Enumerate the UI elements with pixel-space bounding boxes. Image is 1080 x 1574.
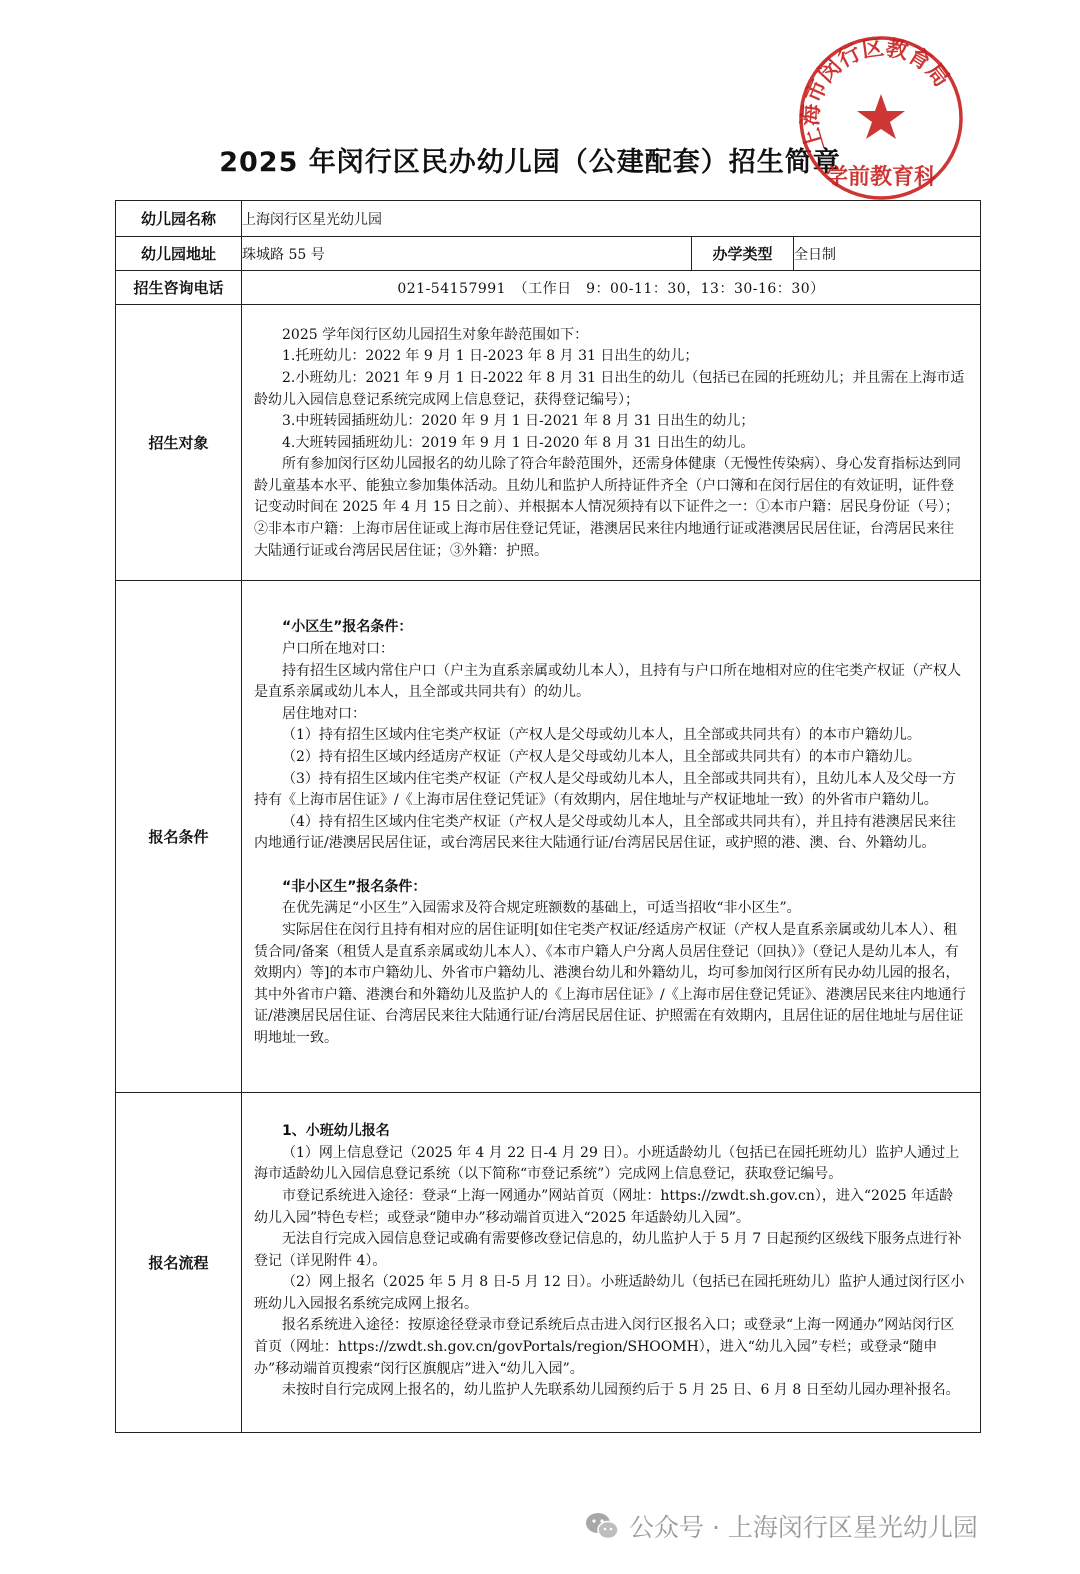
row-name [116,201,981,237]
row-conditions [116,581,981,1093]
svg-text:上海市闵行区教育局 [797,35,953,153]
flow-line: （1）网上信息登记（2025 年 4 月 22 日-4 月 29 日）。小班适龄幼儿（包括已在园托班幼儿）监护人通过上海市适龄幼儿入园信息登记系统（以下简称“市登记系统”）完成网上信息登记，获取登记编号。 [254,1144,960,1183]
wechat-icon [585,1511,619,1541]
target-label: 招生对象 [116,305,242,581]
row-address [116,237,981,271]
row-phone [116,271,981,305]
wechat-footer[interactable] [585,1508,1055,1544]
target-content [242,305,981,581]
condition-line: 在优先满足“小区生”入园需求及符合规定班额数的基础上，可适当招收“非小区生”。 [282,900,801,917]
seal-icon [795,32,967,204]
flow-content [242,1093,981,1433]
conditions-content [242,581,981,1093]
type-value: 全日制 [794,237,981,271]
target-line: 4.大班转园插班幼儿：2019 年 9 月 1 日-2020 年 8 月 31 日出生的幼儿。 [282,434,755,451]
seal-star-icon [857,94,905,139]
official-seal [795,32,967,204]
condition-line: 持有招生区域内常住户口（户主为直系亲属或幼儿本人），且持有与户口所在地相对应的住宅类产权证（产权人是直系亲属或幼儿本人，且全部或共同共有）的幼儿。 [254,662,961,701]
target-line: 所有参加闵行区幼儿园报名的幼儿除了符合年龄范围外，还需身体健康（无慢性传染病）、身心发育指标达到同龄儿童基本水平、能独立参加集体活动。且幼儿和监护人所持证件齐全（户口簿和在闵行居住的有效证明，证件登记变动时间在 2025 年 4 月 15 日之前）、并根据本人情况须持有以下证件之一：①本市户籍：居民身份证（号）；②非本市户籍：上海市居住证或上海市居住登记凭证，港澳居民来往内地通行证或港澳居民居住证，台湾居民来往大陆通行证或台湾居民居住证；③外籍：护照。 [254,456,961,559]
footer-text: 公众号 · 上海闵行区星光幼儿园 [629,1513,978,1542]
flow-title: 1、小班幼儿报名 [282,1123,390,1140]
condition-line: 户口所在地对口： [282,640,394,657]
condition-line: 居住地对口： [282,705,366,722]
phone-value: 021-54157991 （工作日 9：00-11：30，13：30-16：30） [242,271,981,305]
local-title: “小区生”报名条件： [282,619,413,636]
seal-org-text: 上海市闵行区教育局 [798,35,954,154]
row-flow [116,1093,981,1433]
address-label: 幼儿园地址 [116,237,242,271]
conditions-label: 报名条件 [116,581,242,1093]
target-line: 1.托班幼儿：2022 年 9 月 1 日-2023 年 8 月 31 日出生的幼儿； [282,348,699,365]
address-value: 珠城路 55 号 [242,237,692,271]
condition-line: （3）持有招生区域内住宅类产权证（产权人是父母或幼儿本人，且全部或共同共有），且幼儿本人及父母一方持有《上海市居住证》/《上海市居住登记凭证》（有效期内，居住地址与产权证地址一致）的外省市户籍幼儿。 [254,770,956,809]
condition-line: （4）持有招生区域内住宅类产权证（产权人是父母或幼儿本人，且全部或共同共有），并且持有港澳居民来往内地通行证/港澳居民居住证，或台湾居民来往大陆通行证/台湾居民居住证，或护照的港、澳、台、外籍幼儿。 [254,813,956,852]
condition-line: （2）持有招生区域内经适房产权证（产权人是父母或幼儿本人，且全部或共同共有）的本市户籍幼儿。 [282,748,921,765]
flow-line: 市登记系统进入途径：登录“上海一网通办”网站首页（网址：https://zwdt.sh.gov.cn），进入“2025 年适龄幼儿入园”特色专栏；或登录“随申办”移动端首页进入“2025 年适龄幼儿入园”。 [254,1187,954,1226]
row-target [116,305,981,581]
flow-line: 报名系统进入途径：按原途径登录市登记系统后点击进入闵行区报名入口；或登录“上海一网通办”网站闵行区首页（网址：https://zwdt.sh.gov.cn/govPortals/region/SHOOMH），进入“幼儿入园”专栏；或登录“随申办”移动端首页搜索“闵行区旗舰店”进入“幼儿入园”。 [254,1317,955,1377]
page-title: 2025 年闵行区民办幼儿园（公建配套）招生简章 [219,147,841,178]
type-label: 办学类型 [692,237,794,271]
name-value: 上海闵行区星光幼儿园 [242,201,981,237]
target-line: 3.中班转园插班幼儿：2020 年 9 月 1 日-2021 年 8 月 31 日出生的幼儿； [282,413,755,430]
target-line: 2.小班幼儿：2021 年 9 月 1 日-2022 年 8 月 31 日出生的幼儿（包括已在园的托班幼儿；并且需在上海市适龄幼儿入园信息登记系统完成网上信息登记，获得登记编号）； [254,369,965,408]
flow-line: 无法自行完成入园信息登记或确有需要修改登记信息的，幼儿监护人于 5 月 7 日起预约区级线下服务点进行补登记（详见附件 4）。 [254,1231,962,1269]
phone-label: 招生咨询电话 [116,271,242,305]
flow-line: 未按时自行完成网上报名的，幼儿监护人先联系幼儿园预约后于 5 月 25 日、6 月 8 日至幼儿园办理补报名。 [282,1382,960,1399]
nonlocal-title: “非小区生”报名条件： [282,878,427,895]
name-label: 幼儿园名称 [116,201,242,237]
flow-label: 报名流程 [116,1093,242,1433]
flow-line: （2）网上报名（2025 年 5 月 8 日-5 月 12 日）。小班适龄幼儿（包括已在园托班幼儿）监护人通过闵行区小班幼儿入园报名系统完成网上报名。 [254,1274,965,1312]
enrollment-table [115,200,981,1433]
target-line: 2025 学年闵行区幼儿园招生对象年龄范围如下： [282,326,589,343]
condition-line: （1）持有招生区域内住宅类产权证（产权人是父母或幼儿本人，且全部或共同共有）的本市户籍幼儿。 [282,727,921,744]
seal-dept-text: 学前教育科 [825,165,937,190]
condition-line: 实际居住在闵行且持有相对应的居住证明[如住宅类产权证/经适房产权证（产权人是直系亲属或幼儿本人）、租赁合同/备案（租赁人是直系亲属或幼儿本人）、《本市户籍人户分离人员居住登记（回执）》（登记人是幼儿本人，有效期内）等]的本市户籍幼儿、外省市户籍幼儿、港澳台幼儿和外籍幼儿，均可参加闵行区所有民办幼儿园的报名，其中外省市户籍、港澳台和外籍幼儿及监护人的《上海市居住证》/《上海市居住登记凭证》、港澳居民来往内地通行证/港澳居民居住证、台湾居民来往大陆通行证/台湾居民居住证、护照需在有效期内，且居住证的居住地址与居住证明地址一致。 [254,922,966,1047]
